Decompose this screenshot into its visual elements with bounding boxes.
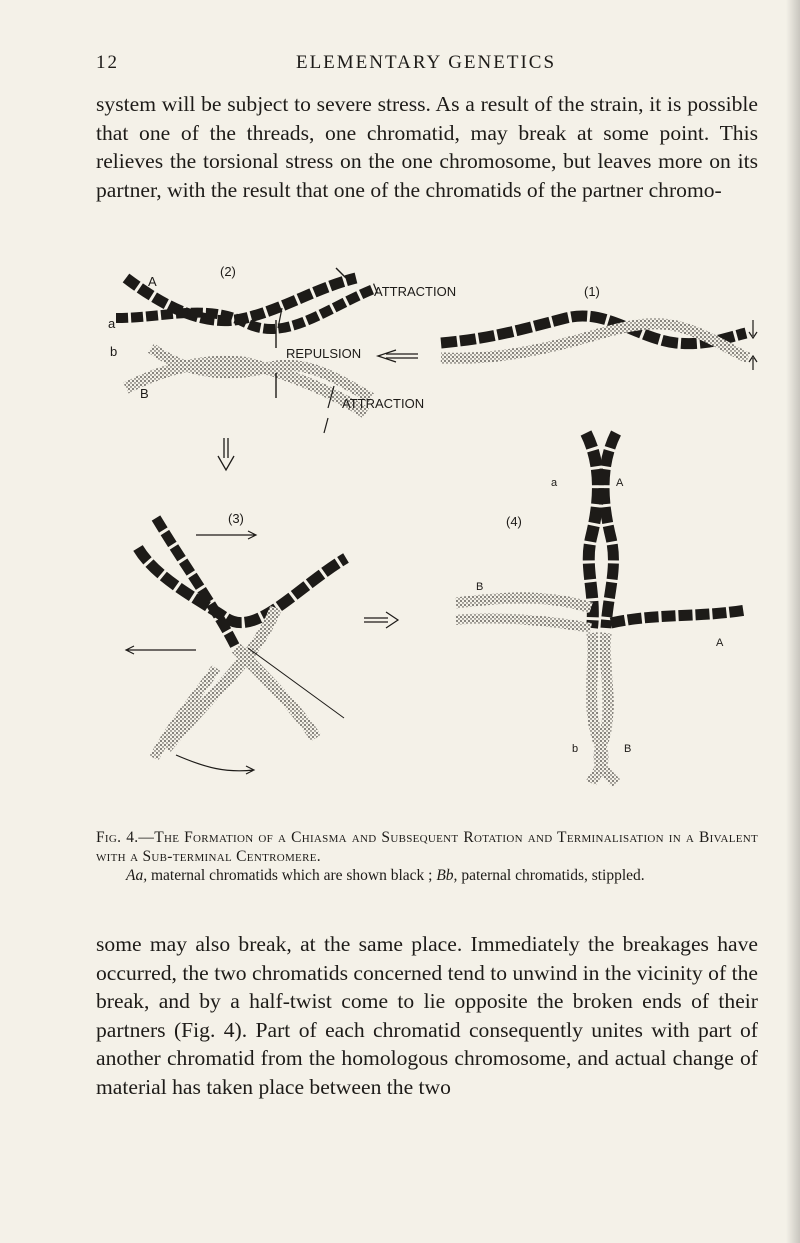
label-B-stage4-bottom: B: [624, 743, 632, 755]
label-b-stage4-bottom: b: [572, 743, 579, 755]
label-a-stage4: a: [551, 477, 558, 489]
label-stage-3: (3): [228, 511, 244, 526]
label-A-stage4: A: [616, 477, 624, 489]
page-edge-shadow: [786, 0, 800, 1243]
label-a-upper: a: [108, 316, 116, 331]
caption-note-part1: maternal chromatids which are shown black ;: [147, 867, 437, 884]
stage-1-drawing: [441, 316, 748, 358]
arrow-left-icon: [378, 350, 418, 362]
label-attraction-bottom: ATTRACTION: [342, 396, 425, 411]
label-stage-4: (4): [506, 514, 522, 529]
arrow-down-icon: [218, 438, 234, 470]
page-number: 12: [96, 52, 119, 73]
caption-note-part2: paternal chromatids, stippled.: [457, 867, 645, 884]
label-attraction-top: ATTRACTION: [374, 284, 457, 299]
caption-note: [96, 866, 758, 885]
body-paragraph-bottom: some may also break, at the same place. Immediately the breakages have occurred, the two chromatids concerned tend to unwind in the vicinity of the break, and by a half-twist come to lie opposite the broken ends of their partners (Fig. 4). Part of each chromatid consequently unites with part of another chromatid from the homologous chromosome, and actual change of material has taken place between the two: [96, 932, 758, 1099]
body-paragraph-top: system will be subject to severe stress. As a result of the strain, it is possible that one of the threads, one chromatid, may break at some point. This relieves the torsional stress on the one chromosome, but leaves more on its partner, with the result that one of the chromatids of the partner chromo-: [96, 92, 758, 202]
label-stage-1: (1): [584, 284, 600, 299]
figure-chiasma: [96, 248, 760, 788]
label-A-stage4-right: A: [716, 637, 724, 649]
running-head: [96, 52, 756, 80]
stage-3-drawing: [126, 518, 346, 774]
label-stage-2: (2): [220, 264, 236, 279]
label-A-upper: A: [148, 274, 157, 289]
label-B-stage4: B: [476, 581, 484, 593]
figure-caption: [96, 828, 758, 885]
arrow-right-icon: [364, 612, 398, 628]
caption-Bb: Bb,: [436, 867, 458, 884]
caption-Aa: Aa,: [126, 867, 148, 884]
label-B-upper: B: [140, 386, 149, 401]
arrow-up-down-icon: [749, 320, 757, 370]
book-title: ELEMENTARY GENETICS: [295, 52, 557, 73]
caption-title: Fig. 4.—The Formation of a Chiasma and Subsequent Rotation and Terminalisation in a Bivalent with a Sub-terminal Centromere.: [96, 829, 758, 865]
label-b-upper: b: [110, 344, 118, 359]
label-repulsion: REPULSION: [286, 346, 362, 361]
stage-4-drawing: [456, 433, 746, 783]
